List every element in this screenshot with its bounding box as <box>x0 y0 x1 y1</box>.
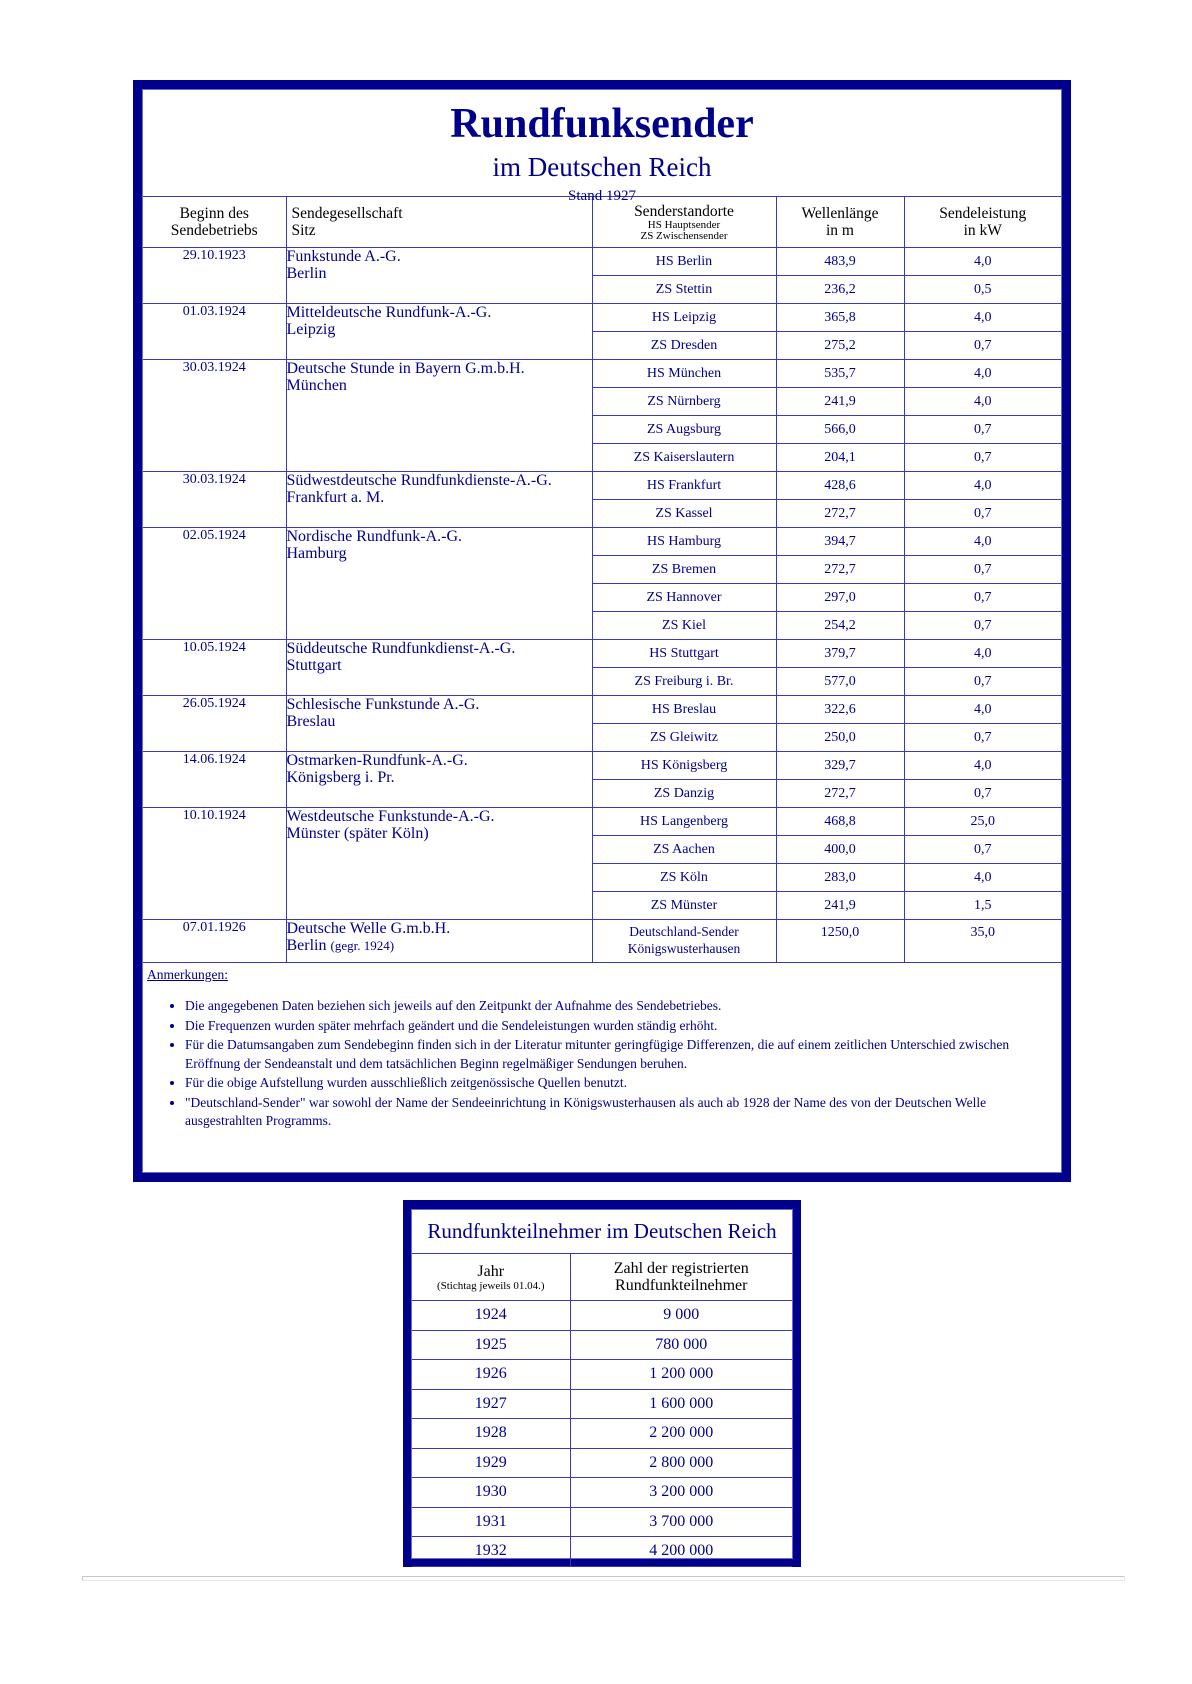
power-value: 4,0 <box>904 304 1061 332</box>
table-row <box>412 1537 792 1567</box>
listener-count-cell: 780 000 <box>570 1330 792 1360</box>
power-value: 0,7 <box>904 724 1061 752</box>
company-name: Südwestdeutsche Rundfunkdienste-A.-G. <box>286 472 552 489</box>
page-title: Rundfunksender <box>450 101 754 147</box>
table-row <box>143 640 1061 668</box>
header-power <box>904 197 1061 248</box>
power-value: 0,7 <box>904 780 1061 808</box>
company-cell <box>286 640 592 696</box>
horizontal-rule <box>82 1576 1125 1581</box>
table-row <box>412 1419 792 1449</box>
header-year-label: Jahr <box>477 1262 505 1280</box>
year-cell: 1925 <box>412 1330 570 1360</box>
year-cell: 1926 <box>412 1360 570 1390</box>
station-location: HS Königsberg <box>592 752 776 780</box>
power-value: 0,7 <box>904 500 1061 528</box>
year-cell: 1924 <box>412 1301 570 1331</box>
listener-count-cell: 2 800 000 <box>570 1448 792 1478</box>
company-seat: Leipzig <box>286 321 336 338</box>
table-row <box>143 360 1061 388</box>
wavelength-value: 250,0 <box>776 724 904 752</box>
listener-count-cell: 1 200 000 <box>570 1360 792 1390</box>
company-seat: Königsberg i. Pr. <box>286 769 395 786</box>
transmitters-panel <box>142 89 1062 1173</box>
wavelength-value: 272,7 <box>776 556 904 584</box>
company-name: Nordische Rundfunk-A.-G. <box>286 528 463 545</box>
transmitters-body <box>143 248 1061 963</box>
table-row <box>412 1448 792 1478</box>
listeners-header-row <box>412 1254 792 1301</box>
wavelength-value: 535,7 <box>776 360 904 388</box>
header-company-line2: Sitz <box>291 222 316 239</box>
transmitters-table <box>143 197 1061 963</box>
year-cell: 1932 <box>412 1537 570 1567</box>
listeners-panel <box>411 1209 793 1559</box>
table-row <box>143 248 1061 276</box>
listeners-frame <box>403 1200 801 1567</box>
company-name: Westdeutsche Funkstunde-A.-G. <box>286 808 495 825</box>
header-company <box>286 197 592 248</box>
start-date: 01.03.1924 <box>143 304 286 360</box>
company-cell <box>286 360 592 472</box>
listeners-table <box>412 1254 792 1567</box>
stand-date: Stand 1927 <box>568 188 636 204</box>
wavelength-value: 394,7 <box>776 528 904 556</box>
station-location: ZS Kassel <box>592 500 776 528</box>
station-location: ZS Bremen <box>592 556 776 584</box>
wavelength-value: 483,9 <box>776 248 904 276</box>
power-value: 25,0 <box>904 808 1061 836</box>
company-cell <box>286 920 592 963</box>
wavelength-value: 1250,0 <box>776 920 904 963</box>
station-location: HS Langenberg <box>592 808 776 836</box>
station-location-line2: Königswusterhausen <box>627 941 741 956</box>
station-location: ZS Augsburg <box>592 416 776 444</box>
year-cell: 1930 <box>412 1478 570 1508</box>
listener-count-cell: 9 000 <box>570 1301 792 1331</box>
power-value: 4,0 <box>904 360 1061 388</box>
transmitters-frame <box>133 80 1071 1182</box>
power-value: 4,0 <box>904 248 1061 276</box>
station-location: HS Berlin <box>592 248 776 276</box>
wavelength-value: 468,8 <box>776 808 904 836</box>
header-count <box>570 1254 792 1301</box>
wavelength-value: 428,6 <box>776 472 904 500</box>
power-value: 1,5 <box>904 892 1061 920</box>
listener-count-cell: 1 600 000 <box>570 1389 792 1419</box>
listeners-title: Rundfunkteilnehmer im Deutschen Reich <box>412 1210 792 1254</box>
station-location: HS Hamburg <box>592 528 776 556</box>
table-row <box>143 472 1061 500</box>
header-start-date <box>143 197 286 248</box>
company-seat: Berlin <box>286 937 327 954</box>
company-seat: München <box>286 377 347 394</box>
table-row <box>143 696 1061 724</box>
station-location: ZS Kiel <box>592 612 776 640</box>
company-name: Mitteldeutsche Rundfunk-A.-G. <box>286 304 492 321</box>
note-item: • Für die Datumsangaben zum Sendebeginn finden sich in der Literatur mitunter geringfügige Differenzen, die auf einem zeitlichen Unterschied zwischen Eröffnung der Sendeanstalt und dem tatsächlichen Beginn regelmäßiger Sendungen beruhen. <box>185 1036 1057 1073</box>
header-year-note: (Stichtag jeweils 01.04.) <box>436 1279 545 1292</box>
listener-count-cell: 3 200 000 <box>570 1478 792 1508</box>
title-block <box>143 90 1061 204</box>
company-cell <box>286 528 592 640</box>
wavelength-value: 322,6 <box>776 696 904 724</box>
station-location: HS Leipzig <box>592 304 776 332</box>
company-name: Funkstunde A.-G. <box>286 248 401 265</box>
start-date: 30.03.1924 <box>143 472 286 528</box>
company-seat: Berlin <box>286 265 327 282</box>
station-location: ZS Danzig <box>592 780 776 808</box>
company-seat: Hamburg <box>286 545 347 562</box>
power-value: 4,0 <box>904 472 1061 500</box>
year-cell: 1929 <box>412 1448 570 1478</box>
power-value: 4,0 <box>904 864 1061 892</box>
company-seat: Breslau <box>286 713 336 730</box>
power-value: 4,0 <box>904 388 1061 416</box>
power-value: 4,0 <box>904 752 1061 780</box>
power-value: 0,7 <box>904 556 1061 584</box>
station-location: ZS Münster <box>592 892 776 920</box>
table-row <box>143 808 1061 836</box>
wavelength-value: 204,1 <box>776 444 904 472</box>
start-date: 29.10.1923 <box>143 248 286 304</box>
station-location: ZS Hannover <box>592 584 776 612</box>
company-seat-note: (gegr. 1924) <box>330 938 395 953</box>
station-location: HS München <box>592 360 776 388</box>
wavelength-value: 275,2 <box>776 332 904 360</box>
station-location <box>592 920 776 963</box>
station-location: ZS Aachen <box>592 836 776 864</box>
header-locations-label: Senderstandorte <box>634 202 734 220</box>
company-cell <box>286 808 592 920</box>
wavelength-value: 272,7 <box>776 500 904 528</box>
notes-section <box>143 963 1061 1131</box>
start-date: 07.01.1926 <box>143 920 286 963</box>
listener-count-cell: 2 200 000 <box>570 1419 792 1449</box>
wavelength-value: 236,2 <box>776 276 904 304</box>
header-hs-legend: HS Hauptsender <box>647 218 721 231</box>
station-location: ZS Gleiwitz <box>592 724 776 752</box>
company-cell <box>286 248 592 304</box>
power-value: 4,0 <box>904 528 1061 556</box>
power-value: 0,7 <box>904 668 1061 696</box>
wavelength-value: 365,8 <box>776 304 904 332</box>
table-row <box>143 920 1061 963</box>
company-name: Deutsche Stunde in Bayern G.m.b.H. <box>286 360 525 377</box>
start-date: 26.05.1924 <box>143 696 286 752</box>
notes-list <box>147 997 1057 1131</box>
power-value: 0,7 <box>904 612 1061 640</box>
company-cell <box>286 696 592 752</box>
header-power-line1: Sendeleistung <box>939 205 1027 222</box>
power-value: 0,7 <box>904 584 1061 612</box>
table-row <box>412 1478 792 1508</box>
wavelength-value: 400,0 <box>776 836 904 864</box>
start-date: 10.05.1924 <box>143 640 286 696</box>
wavelength-value: 566,0 <box>776 416 904 444</box>
station-location: ZS Köln <box>592 864 776 892</box>
company-seat: Frankfurt a. M. <box>286 489 385 506</box>
station-location: ZS Kaiserslautern <box>592 444 776 472</box>
wavelength-value: 241,9 <box>776 892 904 920</box>
header-power-line2: in kW <box>963 222 1002 239</box>
company-seat: Stuttgart <box>286 657 342 674</box>
power-value: 0,7 <box>904 332 1061 360</box>
year-cell: 1927 <box>412 1389 570 1419</box>
station-location: ZS Freiburg i. Br. <box>592 668 776 696</box>
power-value: 0,7 <box>904 416 1061 444</box>
table-row <box>412 1389 792 1419</box>
wavelength-value: 272,7 <box>776 780 904 808</box>
company-cell <box>286 304 592 360</box>
listener-count-cell: 3 700 000 <box>570 1507 792 1537</box>
table-row <box>412 1330 792 1360</box>
table-row <box>143 752 1061 780</box>
station-location-line1: Deutschland-Sender <box>629 924 739 939</box>
listener-count-cell: 4 200 000 <box>570 1537 792 1567</box>
station-location: ZS Stettin <box>592 276 776 304</box>
notes-heading: Anmerkungen: <box>147 967 228 982</box>
header-wave-line2: in m <box>826 222 854 239</box>
company-cell <box>286 472 592 528</box>
header-zs-legend: ZS Zwischensender <box>640 229 728 242</box>
header-wave-line1: Wellenlänge <box>801 205 879 222</box>
company-name: Deutsche Welle G.m.b.H. <box>286 920 451 937</box>
company-cell <box>286 752 592 808</box>
start-date: 30.03.1924 <box>143 360 286 472</box>
header-year <box>412 1254 570 1301</box>
table-row <box>143 528 1061 556</box>
header-count-line1: Zahl der registrierten <box>613 1260 749 1277</box>
company-name: Süddeutsche Rundfunkdienst-A.-G. <box>286 640 516 657</box>
company-name: Schlesische Funkstunde A.-G. <box>286 696 480 713</box>
header-company-line1: Sendegesellschaft <box>291 205 403 222</box>
start-date: 14.06.1924 <box>143 752 286 808</box>
header-count-line2: Rundfunkteilnehmer <box>615 1277 748 1294</box>
power-value: 0,7 <box>904 836 1061 864</box>
header-date-line2: Sendebetriebs <box>170 222 258 239</box>
company-name: Ostmarken-Rundfunk-A.-G. <box>286 752 468 769</box>
company-seat: Münster (später Köln) <box>286 825 429 842</box>
note-item: • Für die obige Aufstellung wurden ausschließlich zeitgenössische Quellen benutzt. <box>185 1074 1057 1093</box>
table-row <box>412 1507 792 1537</box>
note-item: • Die Frequenzen wurden später mehrfach geändert und die Sendeleistungen wurden ständig erhöht. <box>185 1017 1057 1036</box>
wavelength-value: 241,9 <box>776 388 904 416</box>
station-location: HS Frankfurt <box>592 472 776 500</box>
header-date-line1: Beginn des <box>179 205 249 222</box>
station-location: HS Breslau <box>592 696 776 724</box>
table-row <box>412 1360 792 1390</box>
wavelength-value: 254,2 <box>776 612 904 640</box>
station-location: HS Stuttgart <box>592 640 776 668</box>
year-cell: 1928 <box>412 1419 570 1449</box>
header-wavelength <box>776 197 904 248</box>
start-date: 10.10.1924 <box>143 808 286 920</box>
start-date: 02.05.1924 <box>143 528 286 640</box>
note-item: • Die angegebenen Daten beziehen sich jeweils auf den Zeitpunkt der Aufnahme des Sendebetriebes. <box>185 997 1057 1016</box>
power-value: 0,5 <box>904 276 1061 304</box>
table-row <box>412 1301 792 1331</box>
page-subtitle: im Deutschen Reich <box>492 152 712 182</box>
station-location: ZS Nürnberg <box>592 388 776 416</box>
year-cell: 1931 <box>412 1507 570 1537</box>
power-value: 4,0 <box>904 640 1061 668</box>
power-value: 35,0 <box>904 920 1061 963</box>
wavelength-value: 577,0 <box>776 668 904 696</box>
power-value: 0,7 <box>904 444 1061 472</box>
wavelength-value: 379,7 <box>776 640 904 668</box>
table-row <box>143 304 1061 332</box>
wavelength-value: 297,0 <box>776 584 904 612</box>
wavelength-value: 329,7 <box>776 752 904 780</box>
station-location: ZS Dresden <box>592 332 776 360</box>
wavelength-value: 283,0 <box>776 864 904 892</box>
note-item: • "Deutschland-Sender" war sowohl der Name der Sendeeinrichtung in Königswusterhausen als auch ab 1928 der Name des von der Deutschen Welle ausgestrahlten Programms. <box>185 1094 1057 1131</box>
listeners-body <box>412 1301 792 1567</box>
power-value: 4,0 <box>904 696 1061 724</box>
